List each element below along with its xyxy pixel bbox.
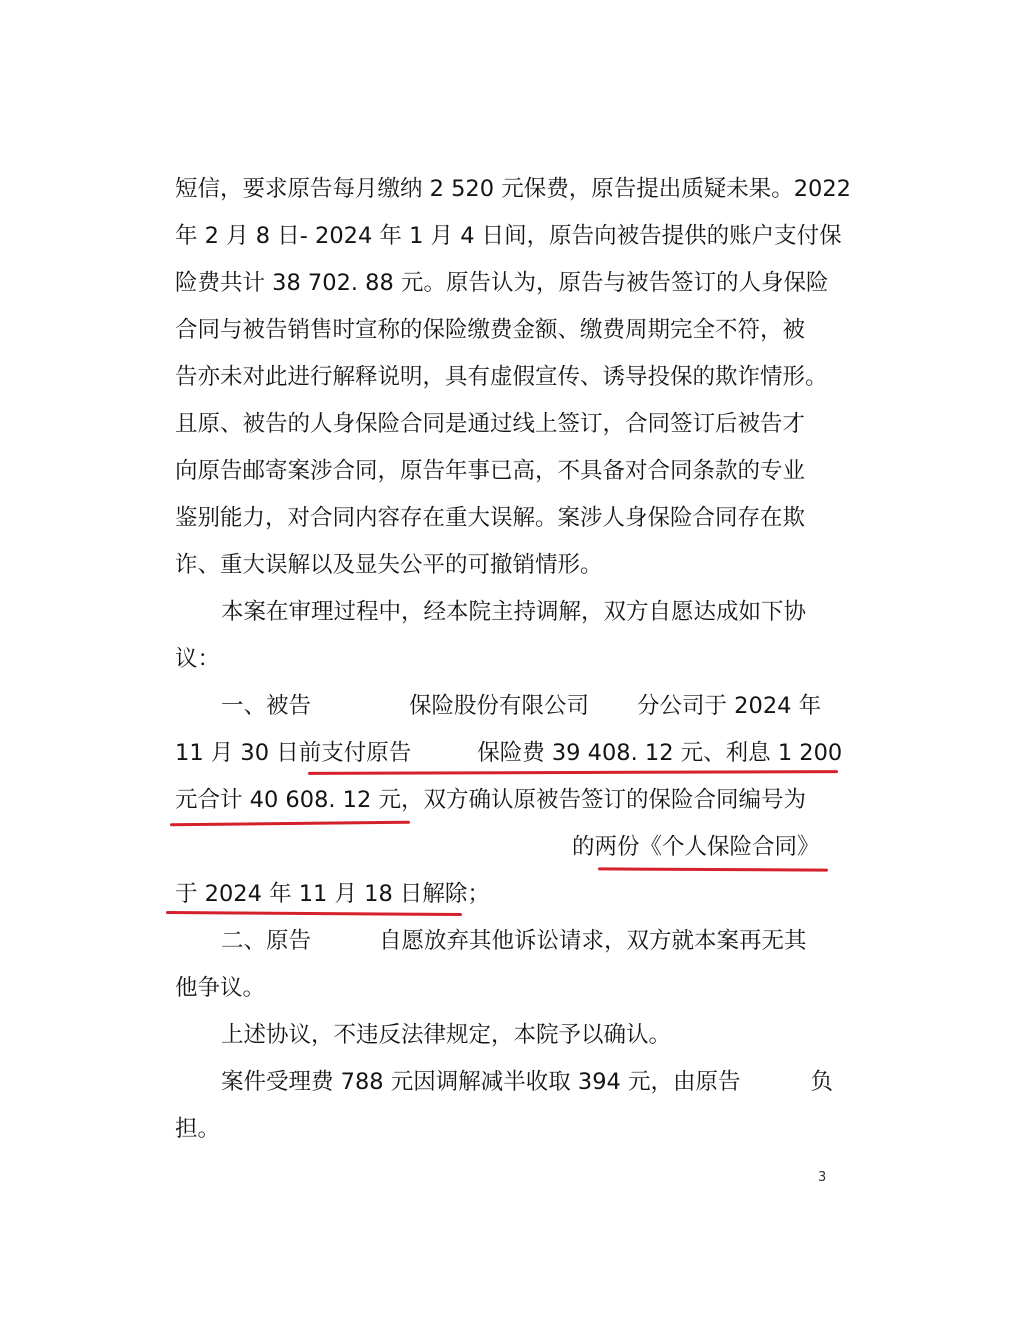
court-fee-tail: 负 bbox=[810, 1069, 834, 1095]
paragraph-line: 短信，要求原告每月缴纳 2 520 元保费，原告提出质疑未果。2022 bbox=[175, 176, 851, 202]
confirmation-line: 上述协议，不违反法律规定，本院予以确认。 bbox=[221, 1022, 672, 1048]
paragraph-line: 告亦未对此进行解释说明，具有虚假宣传、诱导投保的欺诈情形。 bbox=[175, 364, 828, 390]
agreement-item-1-line bbox=[175, 738, 842, 768]
agreement-item-1-line: 于 2024 年 11 月 18 日解除； bbox=[175, 881, 490, 907]
agreement-item-2-line bbox=[221, 926, 807, 956]
court-fee-line bbox=[221, 1067, 833, 1097]
paragraph-line: 议： bbox=[175, 646, 221, 672]
agreement-item-2-line: 他争议。 bbox=[175, 975, 266, 1001]
paragraph-line: 且原、被告的人身保险合同是通过线上签订，合同签订后被告才 bbox=[175, 411, 806, 437]
item2-plaintiff-label: 二、原告 bbox=[221, 928, 312, 954]
item1-payment-amount: 保险费 39 408. 12 元、利息 1 200 bbox=[477, 740, 843, 766]
paragraph-line: 向原告邮寄案涉合同，原告年事已高，不具备对合同条款的专业 bbox=[175, 458, 806, 484]
paragraph-line: 本案在审理过程中，经本院主持调解，双方自愿达成如下协 bbox=[221, 599, 807, 625]
item2-text: 自愿放弃其他诉讼请求，双方就本案再无其 bbox=[379, 928, 807, 954]
item1-branch: 分公司于 2024 年 bbox=[637, 693, 822, 719]
paragraph-line: 合同与被告销售时宣称的保险缴费金额、缴费周期完全不符，被 bbox=[175, 317, 806, 343]
paragraph-line: 险费共计 38 702. 88 元。原告认为，原告与被告签订的人身保险 bbox=[175, 270, 829, 296]
item1-payment-date: 11 月 30 日前支付原告 bbox=[175, 740, 412, 766]
red-underline-annotation bbox=[166, 911, 462, 916]
paragraph-line: 年 2 月 8 日- 2024 年 1 月 4 日间，原告向被告提供的账户支付保 bbox=[175, 223, 842, 249]
item1-defendant-label: 一、被告 bbox=[221, 693, 312, 719]
item1-company: 保险股份有限公司 bbox=[409, 693, 590, 719]
page-number: 3 bbox=[818, 1170, 827, 1185]
paragraph-line: 鉴别能力，对合同内容存在重大误解。案涉人身保险合同存在欺 bbox=[175, 505, 806, 531]
court-fee-line: 担。 bbox=[175, 1116, 221, 1142]
agreement-item-1-line: 的两份《个人保险合同》 bbox=[572, 834, 820, 860]
agreement-item-1-line bbox=[221, 691, 821, 721]
paragraph-line: 诈、重大误解以及显失公平的可撤销情形。 bbox=[175, 552, 603, 578]
red-underline-annotation bbox=[598, 867, 828, 871]
agreement-item-1-line: 元合计 40 608. 12 元，双方确认原被告签订的保险合同编号为 bbox=[175, 787, 806, 813]
red-underline-annotation bbox=[170, 821, 410, 827]
court-fee-text: 案件受理费 788 元因调解减半收取 394 元，由原告 bbox=[221, 1069, 741, 1095]
red-underline-annotation bbox=[308, 770, 838, 775]
